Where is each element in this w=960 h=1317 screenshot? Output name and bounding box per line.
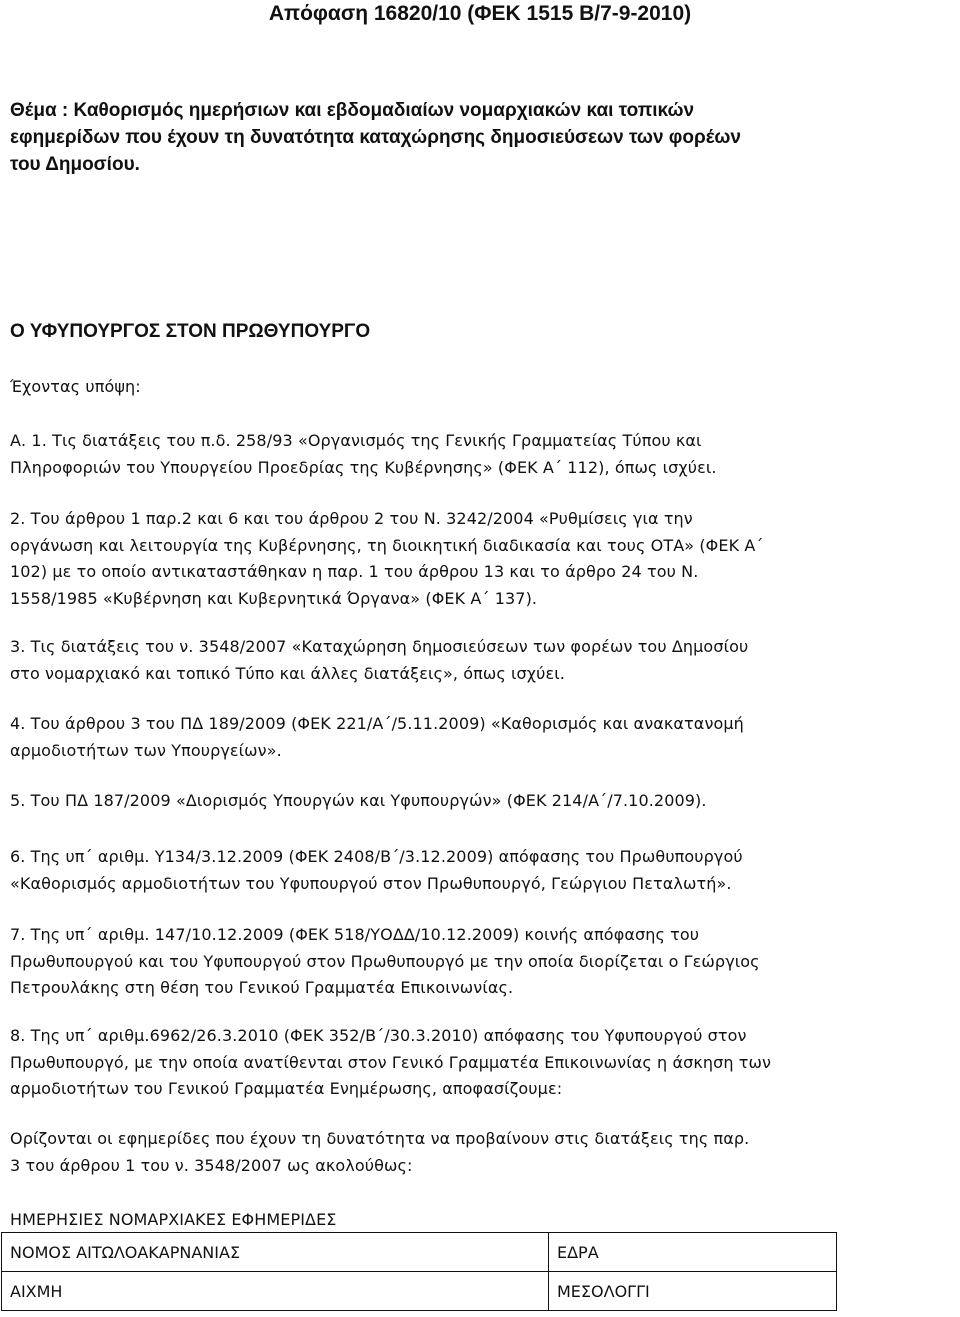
clause-line: στο νομαρχιακό και τοπικό Τύπο και άλλες διατάξεις», όπως ισχύει. [10, 663, 565, 683]
clause-line: 4. Του άρθρου 3 του ΠΔ 189/2009 (ΦΕΚ 221/Α΄/5.11.2009) «Καθορισμός και ανακατανομή [10, 714, 744, 733]
document-title: Απόφαση 16820/10 (ΦΕΚ 1515 Β/7-9-2010) [268, 2, 692, 25]
table-cell: ΑΙΧΜΗ [2, 1272, 549, 1311]
clause-5 [10, 788, 954, 815]
clause-line: 1558/1985 «Κυβέρνηση και Κυβερνητικά Όργανα» (ΦΕΚ Α΄ 137). [10, 589, 538, 609]
clause-2 [10, 506, 954, 613]
table-cell: ΝΟΜΟΣ ΑΙΤΩΛΟΑΚΑΡΝΑΝΙΑΣ [2, 1233, 549, 1272]
clause-line: 8. Της υπ΄ αριθμ.6962/26.3.2010 (ΦΕΚ 352/Β΄/30.3.2010) απόφασης του Υφυπουργού στον [10, 1026, 747, 1045]
clause-7 [10, 922, 954, 1002]
clause-line: Πρωθυπουργού και του Υφυπουργού στον Πρωθυπουργό με την οποία διορίζεται ο Γεώργιος [10, 951, 760, 971]
clause-6 [10, 844, 954, 897]
clause-line: αρμοδιοτήτων των Υπουργείων». [10, 740, 282, 760]
clause-line: 6. Της υπ΄ αριθμ. Υ134/3.12.2009 (ΦΕΚ 2408/Β΄/3.12.2009) απόφασης του Πρωθυπουργού [10, 847, 743, 866]
clause-line: 3. Τις διατάξεις του ν. 3548/2007 «Καταχώρηση δημοσιεύσεων των φορέων του Δημοσίου [10, 637, 749, 656]
decision-line: 3 του άρθρου 1 του ν. 3548/2007 ως ακολούθως: [10, 1155, 413, 1175]
clause-8 [10, 1023, 954, 1103]
clause-line: Πρωθυπουργό, με την οποία ανατίθενται στον Γενικό Γραμματέα Επικοινωνίας η άσκηση των [10, 1052, 772, 1072]
clause-line: Πληροφοριών του Υπουργείου Προεδρίας της Κυβέρνησης» (ΦΕΚ Α΄ 112), όπως ισχύει. [10, 457, 717, 477]
subject-line: εφημερίδων που έχουν τη δυνατότητα καταχώρησης δημοσιεύσεων των φορέων [10, 127, 741, 148]
clause-line: αρμοδιοτήτων του Γενικού Γραμματέα Ενημέρωσης, αποφασίζουμε: [10, 1079, 563, 1099]
newspapers-table [1, 1232, 837, 1311]
subject-line: Θέμα : Καθορισμός ημερήσιων και εβδομαδιαίων νομαρχιακών και τοπικών [10, 100, 695, 121]
clause-line: 2. Του άρθρου 1 παρ.2 και 6 και του άρθρου 2 του Ν. 3242/2004 «Ρυθμίσεις για την [10, 509, 693, 528]
clause-line: Πετρουλάκης στη θέση του Γενικού Γραμματέα Επικοινωνίας. [10, 978, 514, 998]
subject-heading [10, 97, 940, 178]
subject-line: του Δημοσίου. [10, 154, 140, 175]
decision-line: Ορίζονται οι εφημερίδες που έχουν τη δυνατότητα να προβαίνουν στις διατάξεις της παρ. [10, 1129, 750, 1148]
clause-line: 7. Της υπ΄ αριθμ. 147/10.12.2009 (ΦΕΚ 518/ΥΟΔΔ/10.12.2009) κοινής απόφασης του [10, 925, 700, 944]
clause-line: οργάνωση και λειτουργία της Κυβέρνησης, τη διοικητική διαδικασία και τους ΟΤΑ» (ΦΕΚ Α΄ [10, 535, 764, 555]
clause-line: «Καθορισμός αρμοδιοτήτων του Υφυπουργού στον Πρωθυπουργό, Γεώργιου Πεταλωτή». [10, 873, 732, 893]
table-title: ΗΜΕΡΗΣΙΕΣ ΝΟΜΑΡΧΙΑΚΕΣ ΕΦΗΜΕΡΙΔΕΣ [10, 1210, 337, 1229]
clause-line: Α. 1. Τις διατάξεις του π.δ. 258/93 «Οργανισμός της Γενικής Γραμματείας Τύπου και [10, 431, 702, 450]
clause-4 [10, 711, 954, 764]
table-row [2, 1233, 837, 1272]
minister-heading: Ο ΥΦΥΠΟΥΡΓΟΣ ΣΤΟΝ ΠΡΩΘΥΠΟΥΡΓΟ [10, 321, 371, 342]
clause-1 [10, 428, 954, 481]
clause-line: 102) με το οποίο αντικαταστάθηκαν η παρ. 1 του άρθρου 13 και το άρθρο 24 του Ν. [10, 562, 699, 582]
clause-line: 5. Του ΠΔ 187/2009 «Διορισμός Υπουργών και Υφυπουργών» (ΦΕΚ 214/Α΄/7.10.2009). [10, 791, 707, 810]
clause-3 [10, 634, 954, 687]
decision-paragraph [10, 1126, 954, 1179]
having-regard-label: Έχοντας υπόψη: [10, 377, 141, 396]
table-cell: ΕΔΡΑ [549, 1233, 837, 1272]
table-cell: ΜΕΣΟΛΟΓΓΙ [549, 1272, 837, 1311]
table-row [2, 1272, 837, 1311]
